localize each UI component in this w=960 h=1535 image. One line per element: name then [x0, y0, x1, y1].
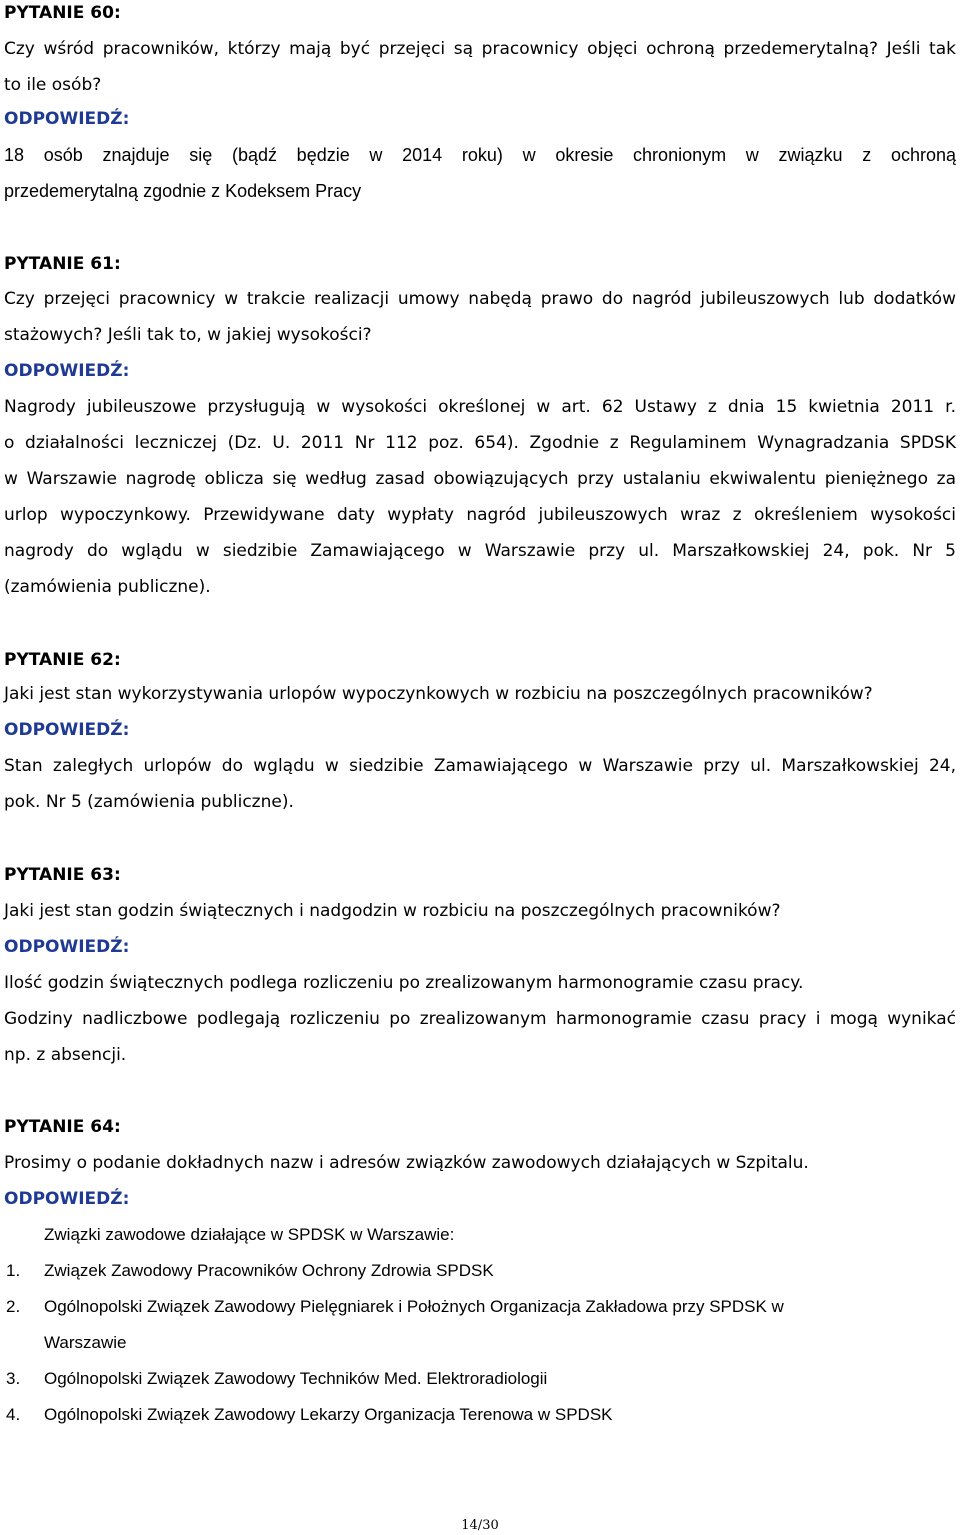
question-60-text: to ile osób? [4, 75, 102, 95]
answer-61-text: (zamówienia publiczne). [4, 577, 211, 597]
question-60-title: PYTANIE 60: [4, 3, 121, 23]
question-64-title: PYTANIE 64: [4, 1117, 121, 1137]
list-item: Ogólnopolski Związek Zawodowy Lekarzy Organizacja Terenowa w SPDSK [44, 1405, 613, 1424]
answer-61-label: ODPOWIEDŹ: [4, 361, 130, 381]
answer-61-text: Nagrody jubileuszowe przysługują w wysokości określonej w art. 62 Ustawy z dnia 15 kwietnia 2011 r. [4, 397, 956, 417]
question-61-text: Czy przejęci pracownicy w trakcie realizacji umowy nabędą prawo do nagród jubileuszowych lub dodatków [4, 289, 956, 309]
list-item-number: 1. [6, 1261, 21, 1280]
question-62-text: Jaki jest stan wykorzystywania urlopów wypoczynkowych w rozbiciu na poszczególnych pracowników? [4, 684, 873, 704]
list-item: Związek Zawodowy Pracowników Ochrony Zdrowia SPDSK [44, 1261, 494, 1280]
answer-62-text: pok. Nr 5 (zamówienia publiczne). [4, 792, 294, 812]
question-63-title: PYTANIE 63: [4, 865, 121, 885]
list-item-number: 3. [6, 1369, 21, 1388]
question-60-text: Czy wśród pracowników, którzy mają być przejęci są pracownicy objęci ochroną przedemerytalną? Jeśli tak [4, 39, 956, 59]
question-62-title: PYTANIE 62: [4, 650, 121, 670]
answer-63-text: Ilość godzin świątecznych podlega rozliczeniu po zrealizowanym harmonogramie czasu pracy. [4, 973, 804, 993]
list-item: Ogólnopolski Związek Zawodowy Pielęgniarek i Położnych Organizacja Zakładowa przy SPDSK w [44, 1297, 784, 1316]
answer-63-text: np. z absencji. [4, 1045, 127, 1065]
answer-63-label: ODPOWIEDŹ: [4, 937, 130, 957]
list-item: Warszawie [44, 1333, 127, 1352]
answer-61-text: w Warszawie nagrodę oblicza się według zasad obowiązujących przy ustalaniu ekwiwalentu pieniężnego za [4, 469, 956, 489]
union-list-intro: Związki zawodowe działające w SPDSK w Warszawie: [44, 1225, 455, 1244]
question-61-title: PYTANIE 61: [4, 254, 121, 274]
answer-61-text: urlop wypoczynkowy. Przewidywane daty wypłaty nagród jubileuszowych wraz z określeniem wysokości [4, 505, 956, 525]
answer-60-text: przedemerytalną zgodnie z Kodeksem Pracy [4, 181, 362, 201]
answer-61-text: nagrody do wglądu w siedzibie Zamawiającego w Warszawie przy ul. Marszałkowskiej 24, pok. Nr 5 [4, 541, 956, 561]
answer-64-label: ODPOWIEDŹ: [4, 1189, 130, 1209]
answer-60-label: ODPOWIEDŹ: [4, 109, 130, 129]
question-64-text: Prosimy o podanie dokładnych nazw i adresów związków zawodowych działających w Szpitalu. [4, 1153, 809, 1173]
question-63-text: Jaki jest stan godzin świątecznych i nadgodzin w rozbiciu na poszczególnych pracowników? [4, 901, 781, 921]
answer-62-text: Stan zaległych urlopów do wglądu w siedzibie Zamawiającego w Warszawie przy ul. Marszałkowskiej 24, [4, 756, 956, 776]
answer-61-text: o działalności leczniczej (Dz. U. 2011 Nr 112 poz. 654). Zgodnie z Regulaminem Wynagradzania SPDSK [4, 433, 956, 453]
answer-63-text: Godziny nadliczbowe podlegają rozliczeniu po zrealizowanym harmonogramie czasu pracy i mogą wynikać [4, 1009, 956, 1029]
answer-60-text: 18 osób znajduje się (bądź będzie w 2014 roku) w okresie chronionym w związku z ochroną [4, 145, 956, 165]
page-number: 14/30 [461, 1518, 499, 1533]
list-item-number: 4. [6, 1405, 21, 1424]
list-item-number: 2. [6, 1297, 21, 1316]
answer-62-label: ODPOWIEDŹ: [4, 720, 130, 740]
list-item: Ogólnopolski Związek Zawodowy Techników Med. Elektroradiologii [44, 1369, 548, 1388]
question-61-text: stażowych? Jeśli tak to, w jakiej wysokości? [4, 325, 372, 345]
